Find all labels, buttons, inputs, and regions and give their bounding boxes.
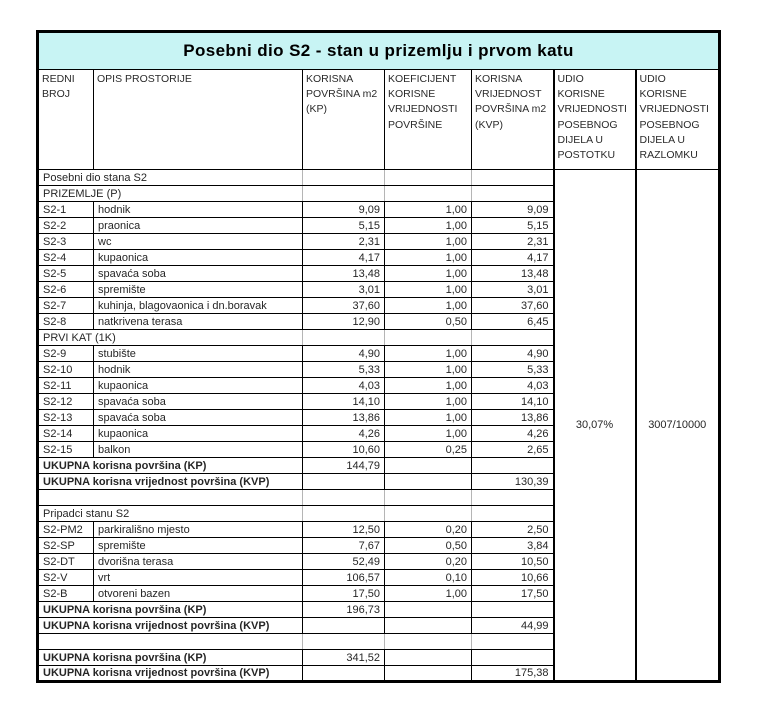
column-header-row (38, 70, 720, 170)
row-coefficient-value: 1,00 (385, 378, 472, 394)
total-kp-value: 341,52 (303, 650, 385, 666)
row-description: hodnik (94, 362, 303, 378)
total-label: UKUPNA korisna vrijednost površina (KVP) (38, 666, 303, 682)
row-kvp-value: 14,10 (472, 394, 554, 410)
share-percent-value: 30,07% (554, 170, 636, 682)
row-code: S2-5 (38, 266, 94, 282)
row-code: S2-15 (38, 442, 94, 458)
row-description: spavaća soba (94, 410, 303, 426)
spacer-cell (385, 490, 472, 506)
row-kp-value: 10,60 (303, 442, 385, 458)
column-header-3: KORISNA POVRŠINA m2 (KP) (303, 70, 385, 170)
total-label: UKUPNA korisna vrijednost površina (KVP) (38, 474, 303, 490)
spacer-cell (38, 490, 303, 506)
total-coefficient-cell (385, 458, 472, 474)
column-header-5: KORISNA VRIJEDNOST POVRŠINA m2 (KVP) (472, 70, 554, 170)
row-kp-value: 17,50 (303, 586, 385, 602)
total-kvp-value: 130,39 (472, 474, 554, 490)
row-description: wc (94, 234, 303, 250)
row-coefficient-value: 1,00 (385, 282, 472, 298)
row-kp-value: 5,33 (303, 362, 385, 378)
row-code: S2-1 (38, 202, 94, 218)
row-kvp-value: 4,90 (472, 346, 554, 362)
total-kvp-value (472, 458, 554, 474)
total-coefficient-cell (385, 602, 472, 618)
row-kp-value: 12,90 (303, 314, 385, 330)
row-coefficient-value: 1,00 (385, 234, 472, 250)
row-kvp-value: 2,65 (472, 442, 554, 458)
total-coefficient-cell (385, 666, 472, 682)
column-header-6: UDIO KORISNE VRIJEDNOSTI POSEBNOG DIJELA U POSTOTKU (554, 70, 636, 170)
row-code: S2-9 (38, 346, 94, 362)
row-kp-value: 4,26 (303, 426, 385, 442)
row-coefficient-value: 1,00 (385, 362, 472, 378)
row-description: praonica (94, 218, 303, 234)
empty-coefficient-cell (385, 186, 472, 202)
total-kp-value (303, 474, 385, 490)
total-kvp-value: 175,38 (472, 666, 554, 682)
row-kp-value: 4,17 (303, 250, 385, 266)
row-coefficient-value: 1,00 (385, 266, 472, 282)
row-code: S2-DT (38, 554, 94, 570)
row-kp-value: 2,31 (303, 234, 385, 250)
row-description: dvorišna terasa (94, 554, 303, 570)
row-kvp-value: 6,45 (472, 314, 554, 330)
row-kp-value: 3,01 (303, 282, 385, 298)
row-coefficient-value: 0,50 (385, 538, 472, 554)
row-description: parkirališno mjesto (94, 522, 303, 538)
row-code: S2-PM2 (38, 522, 94, 538)
row-kvp-value: 10,50 (472, 554, 554, 570)
row-description: spavaća soba (94, 394, 303, 410)
total-kp-value: 196,73 (303, 602, 385, 618)
row-description: hodnik (94, 202, 303, 218)
row-description: kuhinja, blagovaonica i dn.boravak (94, 298, 303, 314)
row-coefficient-value: 1,00 (385, 218, 472, 234)
row-coefficient-value: 0,10 (385, 570, 472, 586)
row-kp-value: 7,67 (303, 538, 385, 554)
total-label: UKUPNA korisna vrijednost površina (KVP) (38, 618, 303, 634)
total-label: UKUPNA korisna površina (KP) (38, 458, 303, 474)
title-row (38, 32, 720, 70)
row-coefficient-value: 1,00 (385, 298, 472, 314)
total-kp-value (303, 618, 385, 634)
spacer-cell (303, 634, 385, 650)
share-fraction-value: 3007/10000 (636, 170, 720, 682)
total-coefficient-cell (385, 618, 472, 634)
row-coefficient-value: 0,25 (385, 442, 472, 458)
spacer-cell (472, 490, 554, 506)
row-description: spremište (94, 538, 303, 554)
section-label: Posebni dio stana S2 (38, 170, 303, 186)
row-kp-value: 52,49 (303, 554, 385, 570)
row-code: S2-SP (38, 538, 94, 554)
row-kp-value: 4,03 (303, 378, 385, 394)
row-code: S2-3 (38, 234, 94, 250)
row-kvp-value: 2,31 (472, 234, 554, 250)
row-kp-value: 37,60 (303, 298, 385, 314)
row-kp-value: 4,90 (303, 346, 385, 362)
column-header-1: REDNI BROJ (38, 70, 94, 170)
row-code: S2-11 (38, 378, 94, 394)
row-kvp-value: 3,01 (472, 282, 554, 298)
section-label: PRVI KAT (1K) (38, 330, 303, 346)
row-code: S2-8 (38, 314, 94, 330)
row-kvp-value: 4,03 (472, 378, 554, 394)
column-header-7: UDIO KORISNE VRIJEDNOSTI POSEBNOG DIJELA U RAZLOMKU (636, 70, 720, 170)
row-code: S2-4 (38, 250, 94, 266)
row-description: spremište (94, 282, 303, 298)
row-code: S2-13 (38, 410, 94, 426)
row-description: kupaonica (94, 426, 303, 442)
total-kvp-value: 44,99 (472, 618, 554, 634)
row-kvp-value: 17,50 (472, 586, 554, 602)
row-code: S2-12 (38, 394, 94, 410)
section-label: Pripadci stanu S2 (38, 506, 303, 522)
total-coefficient-cell (385, 650, 472, 666)
row-kvp-value: 10,66 (472, 570, 554, 586)
row-kp-value: 5,15 (303, 218, 385, 234)
row-kp-value: 106,57 (303, 570, 385, 586)
empty-kvp-cell (472, 330, 554, 346)
row-code: S2-V (38, 570, 94, 586)
total-label: UKUPNA korisna površina (KP) (38, 602, 303, 618)
total-kvp-value (472, 602, 554, 618)
row-kvp-value: 2,50 (472, 522, 554, 538)
empty-coefficient-cell (385, 506, 472, 522)
row-kvp-value: 13,48 (472, 266, 554, 282)
row-description: stubište (94, 346, 303, 362)
row-code: S2-7 (38, 298, 94, 314)
empty-kp-cell (303, 330, 385, 346)
row-coefficient-value: 1,00 (385, 426, 472, 442)
row-kvp-value: 4,17 (472, 250, 554, 266)
row-code: S2-14 (38, 426, 94, 442)
row-coefficient-value: 0,50 (385, 314, 472, 330)
row-coefficient-value: 1,00 (385, 202, 472, 218)
row-code: S2-6 (38, 282, 94, 298)
row-kp-value: 9,09 (303, 202, 385, 218)
empty-coefficient-cell (385, 170, 472, 186)
empty-kp-cell (303, 186, 385, 202)
empty-kvp-cell (472, 506, 554, 522)
total-kp-value: 144,79 (303, 458, 385, 474)
row-kvp-value: 37,60 (472, 298, 554, 314)
row-description: vrt (94, 570, 303, 586)
property-area-table (36, 30, 721, 683)
row-code: S2-2 (38, 218, 94, 234)
row-kvp-value: 9,09 (472, 202, 554, 218)
row-description: kupaonica (94, 378, 303, 394)
row-code: S2-B (38, 586, 94, 602)
empty-kvp-cell (472, 170, 554, 186)
row-coefficient-value: 1,00 (385, 346, 472, 362)
spacer-cell (472, 634, 554, 650)
row-description: otvoreni bazen (94, 586, 303, 602)
row-coefficient-value: 1,00 (385, 250, 472, 266)
total-kvp-value (472, 650, 554, 666)
column-header-4: KOEFICIJENT KORISNE VRIJEDNOSTI POVRŠINE (385, 70, 472, 170)
row-code: S2-10 (38, 362, 94, 378)
row-coefficient-value: 1,00 (385, 586, 472, 602)
total-kp-value (303, 666, 385, 682)
row-description: spavaća soba (94, 266, 303, 282)
row-kp-value: 12,50 (303, 522, 385, 538)
spreadsheet (36, 30, 721, 683)
row-kvp-value: 5,33 (472, 362, 554, 378)
spacer-cell (385, 634, 472, 650)
column-header-2: OPIS PROSTORIJE (94, 70, 303, 170)
total-coefficient-cell (385, 474, 472, 490)
spacer-cell (303, 490, 385, 506)
row-kvp-value: 5,15 (472, 218, 554, 234)
empty-kvp-cell (472, 186, 554, 202)
row-kp-value: 14,10 (303, 394, 385, 410)
row-kp-value: 13,86 (303, 410, 385, 426)
row-description: natkrivena terasa (94, 314, 303, 330)
total-label: UKUPNA korisna površina (KP) (38, 650, 303, 666)
empty-kp-cell (303, 506, 385, 522)
row-kvp-value: 13,86 (472, 410, 554, 426)
empty-coefficient-cell (385, 330, 472, 346)
row-coefficient-value: 1,00 (385, 394, 472, 410)
row-kvp-value: 4,26 (472, 426, 554, 442)
empty-kp-cell (303, 170, 385, 186)
row-kp-value: 13,48 (303, 266, 385, 282)
row-description: kupaonica (94, 250, 303, 266)
table-title: Posebni dio S2 - stan u prizemlju i prvom katu (38, 32, 720, 70)
section-row (38, 170, 720, 186)
row-description: balkon (94, 442, 303, 458)
row-coefficient-value: 0,20 (385, 522, 472, 538)
spacer-cell (38, 634, 303, 650)
row-coefficient-value: 1,00 (385, 410, 472, 426)
row-kvp-value: 3,84 (472, 538, 554, 554)
row-coefficient-value: 0,20 (385, 554, 472, 570)
section-label: PRIZEMLJE (P) (38, 186, 303, 202)
